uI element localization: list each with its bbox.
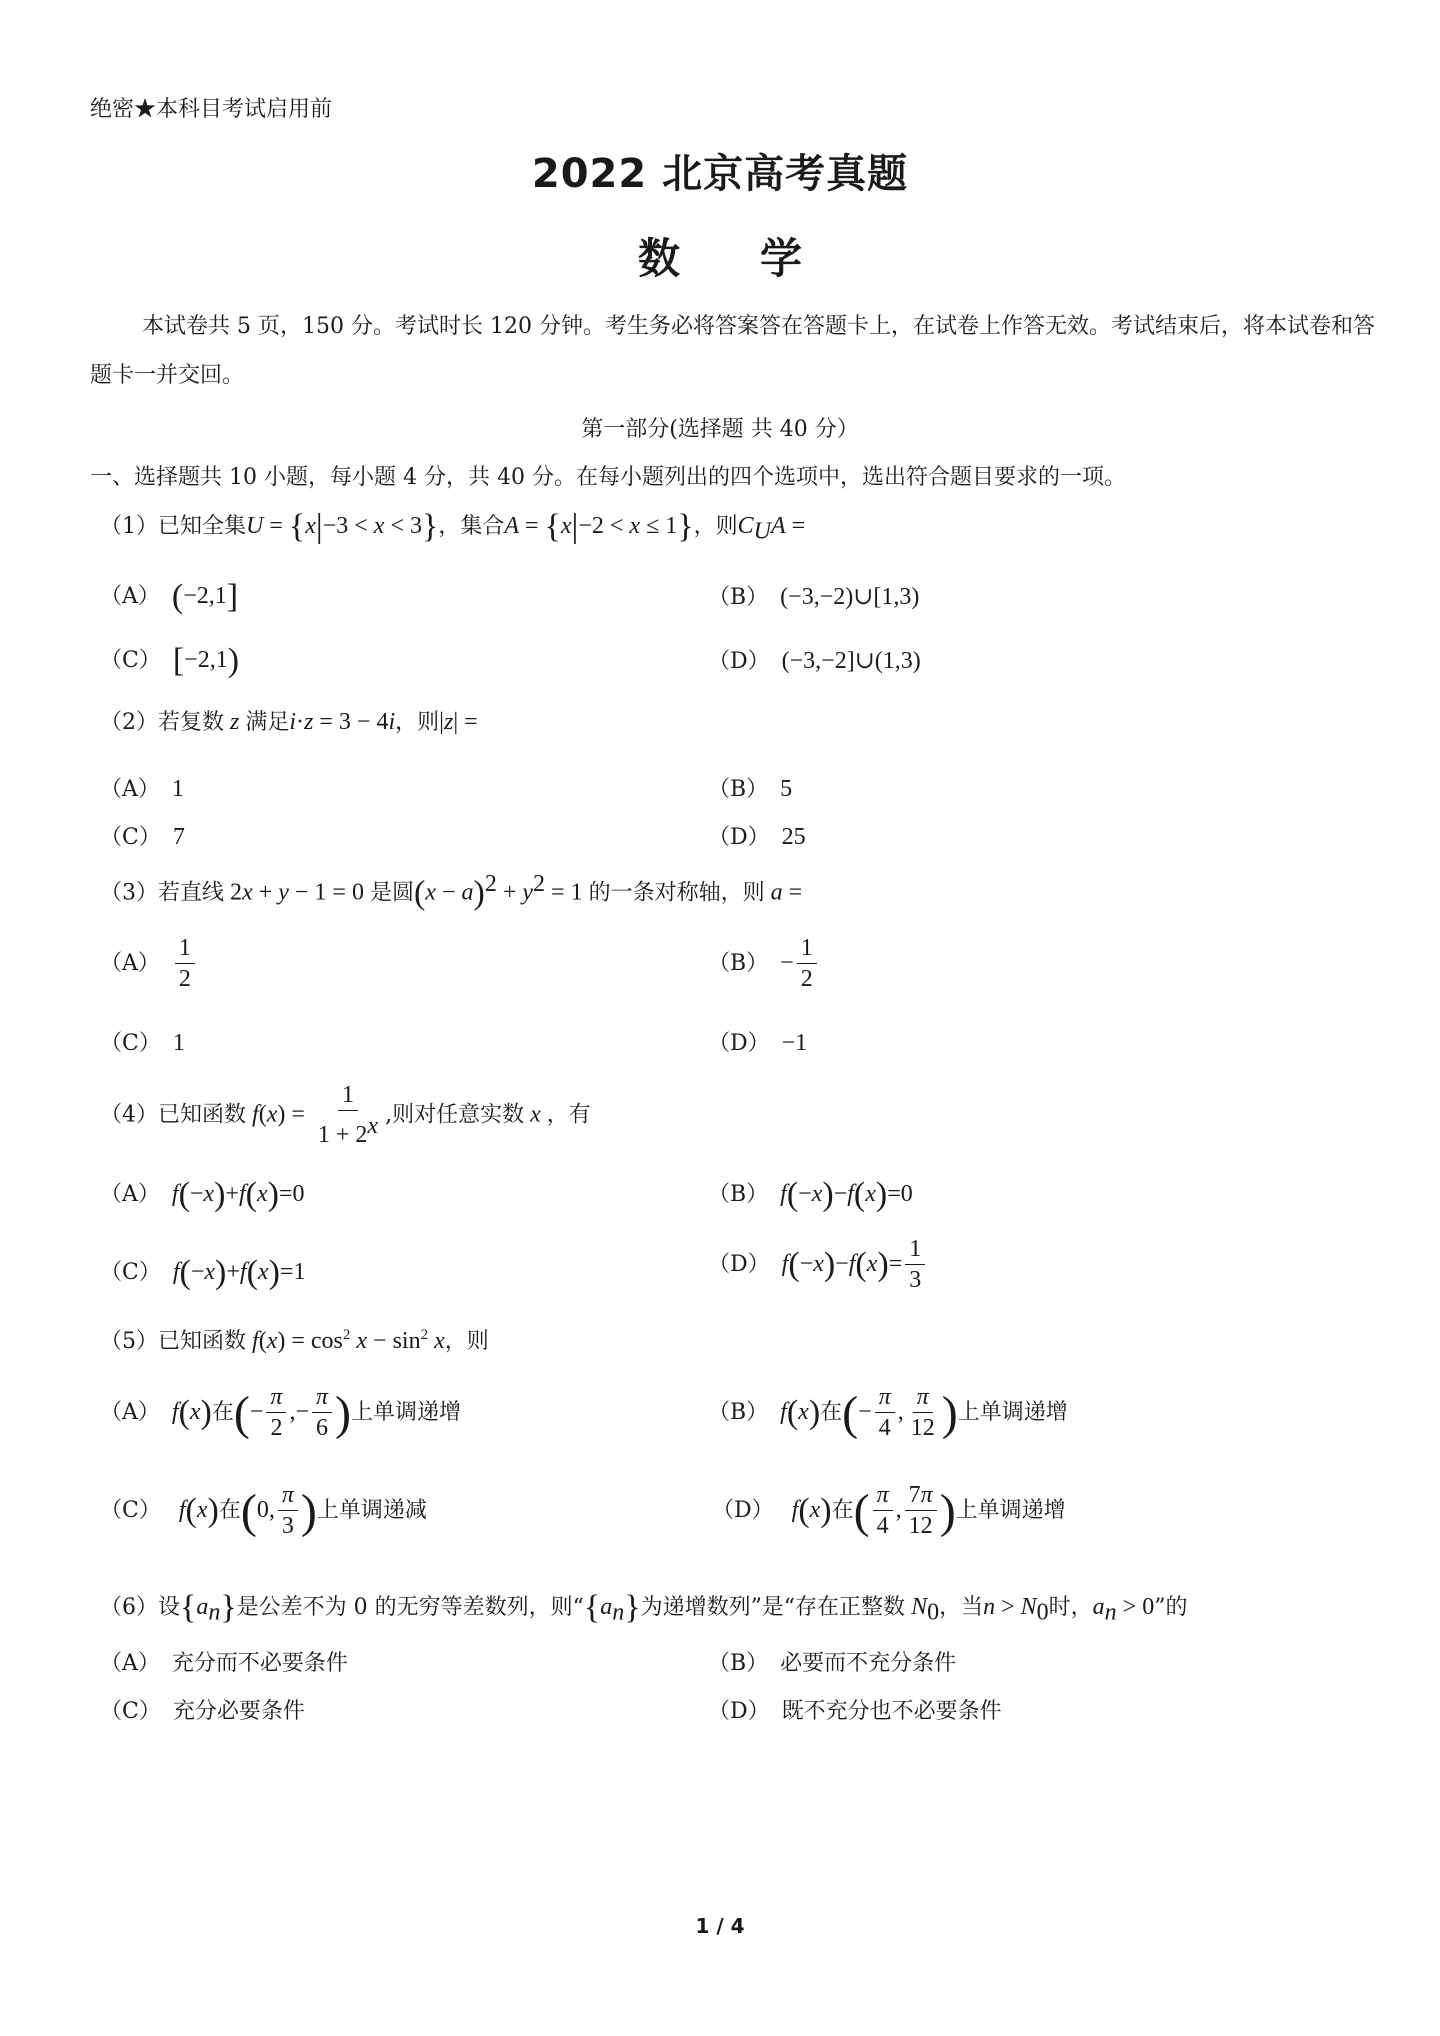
question-6-option-d[interactable] (708, 1694, 1002, 1725)
option-label: （B） (708, 1399, 769, 1425)
question-6-option-b[interactable] (708, 1646, 956, 1677)
stem-text: 已知函数 (158, 1329, 247, 1354)
option-label: （D） (708, 1031, 770, 1056)
question-number: （3） (100, 880, 158, 906)
option-text: 充分必要条件 (172, 1699, 305, 1724)
subject-char-2: 学 (760, 234, 803, 283)
option-label: （D） (708, 649, 770, 674)
option-label: （D） (708, 1251, 770, 1277)
question-4-option-b[interactable]: （B） f(−x)−f(x)=0 (708, 1176, 913, 1213)
exam-instructions: 本试卷共 5 页，150 分。考试时长 120 分钟。考生务必将答案答在答题卡上，在试卷上作答无效。考试结束后，将本试卷和答题卡一并交回。 (90, 314, 1375, 388)
option-label: （B） (708, 950, 769, 976)
stem-text: ，集合 (438, 514, 505, 539)
fraction: $\frac{1}{3}$ (905, 1236, 925, 1294)
option-label: （B） (708, 1182, 769, 1207)
stem-text: 的一条对称轴，则 (588, 880, 765, 906)
option-text: 5 (780, 776, 793, 802)
option-text: 充分而不必要条件 (171, 1651, 348, 1676)
question-6-option-a[interactable] (100, 1646, 348, 1677)
option-label: （A） (100, 950, 160, 976)
option-text: 25 (781, 824, 806, 850)
fraction: $\frac{\pi}{4}$ (875, 1384, 895, 1442)
option-text: (−3,−2)∪[1,3) (780, 584, 920, 610)
option-label: （B） (708, 1651, 769, 1676)
option-text: 必要而不充分条件 (780, 1651, 957, 1676)
fraction: $\frac{\pi}{6}$ (312, 1384, 332, 1442)
option-text: 在 (831, 1497, 854, 1523)
option-label: （A） (100, 1399, 160, 1425)
stem-text: ，则 (693, 514, 738, 539)
option-text: 在 (218, 1497, 241, 1523)
question-4-option-a[interactable]: （A） f(−x)+f(x)=0 (100, 1176, 305, 1213)
fraction: $\frac{1}{1 + 2^x}$ (317, 1082, 379, 1149)
fraction: $\frac{\pi}{3}$ (278, 1482, 298, 1540)
option-label: （B） (708, 777, 769, 802)
option-text: −1 (781, 1030, 808, 1056)
question-5-option-b[interactable]: （B） f(x)在(− $\frac{\pi}{4}$ , $\frac{\pi}{12}$ )上单调递增 (708, 1384, 1068, 1442)
question-2-option-b[interactable] (708, 772, 792, 803)
page-number: 1 / 4 (695, 1914, 745, 1938)
stem-text: 为递增数列”是“存在正整数 (640, 1595, 906, 1620)
stem-text: 若复数 (158, 710, 225, 735)
subject-char-1: 数 (637, 234, 680, 283)
subject-title (0, 226, 1440, 286)
question-2-option-c[interactable] (100, 820, 185, 851)
fraction: $\frac{\pi}{12}$ (910, 1384, 935, 1442)
option-text: 既不充分也不必要条件 (781, 1699, 1002, 1724)
question-5-option-a[interactable]: （A） f(x)在(− $\frac{\pi}{2}$ ,− $\frac{\pi}{6}$ )上单调递增 (100, 1384, 462, 1442)
question-1-option-a[interactable]: （A） (−2,1] (100, 578, 239, 615)
option-label: （C） (100, 1260, 161, 1285)
question-1-stem: （1）已知全集U = {x|−3 < x < 3}，集合A = {x|−2 < x ≤ 1}，则$C_UA$ = (100, 508, 806, 545)
option-label: （D） (708, 1699, 770, 1724)
option-label: （D） (708, 825, 770, 850)
question-5-option-c[interactable]: （C） f(x)在(0, $\frac{\pi}{3}$ )上单调递减 (100, 1482, 427, 1540)
question-number: （2） (100, 710, 158, 735)
fraction: $\frac{\pi}{2}$ (266, 1384, 286, 1442)
question-3-option-a[interactable] (100, 935, 198, 993)
option-label: （D） (712, 1497, 774, 1523)
option-label: （C） (100, 1031, 161, 1056)
question-1-option-b[interactable] (708, 580, 919, 611)
option-text: 1 (172, 1030, 185, 1056)
question-1-option-d[interactable] (708, 644, 921, 675)
fraction: $\frac{1}{2}$ (175, 935, 195, 993)
stem-text: 已知函数 (158, 1102, 247, 1128)
option-text: (−3,−2]∪(1,3) (781, 648, 921, 674)
stem-text: ，当 (939, 1595, 984, 1620)
stem-text: 已知全集 (158, 514, 247, 539)
option-label: （A） (100, 777, 160, 802)
question-number: （1） (100, 514, 158, 539)
question-6-stem: （6）设$\{a_n\}$是公差不为 0 的无穷等差数列，则“$\{a_n\}$为递增数列”是“存在正整数 $N_0$，当$n > N_0$时，$a_n > 0$”的 (100, 1589, 1188, 1626)
question-5-option-d[interactable]: （D） f(x)在( $\frac{\pi}{4}$ , $\frac{7\pi}{12}$ )上单调递增 (712, 1482, 1066, 1540)
part-title: 第一部分(选择题 共 40 分） (581, 417, 859, 442)
fraction: $\frac{1}{2}$ (797, 935, 817, 993)
option-label: （A） (100, 584, 160, 609)
stem-text: ，则 (444, 1329, 489, 1354)
question-5-stem: （5）已知函数 $f(x) = \cos^2 x - \sin^2 x$，则 (100, 1327, 489, 1354)
option-text: 在 (211, 1399, 234, 1425)
stem-text: 是圆 (369, 880, 414, 906)
stem-text: 若直线 (158, 880, 225, 906)
option-label: （B） (708, 585, 769, 610)
option-text: 上单调递减 (316, 1497, 427, 1523)
question-4-option-c[interactable]: （C） f(−x)+f(x)=1 (100, 1254, 306, 1291)
option-text: 7 (172, 824, 185, 850)
stem-text: 满足 (245, 710, 290, 735)
stem-text: 是公差不为 0 的无穷等差数列，则“ (236, 1595, 584, 1620)
option-label: （C） (100, 648, 161, 673)
question-3-option-b[interactable]: （B） − $\frac{1}{2}$ (708, 935, 820, 993)
question-3-stem: （3）若直线 2x + y − 1 = 0 是圆$(x - a)^2 + y^2 = 1$ 的一条对称轴，则 a = (100, 871, 803, 912)
question-3-option-d[interactable] (708, 1026, 807, 1057)
question-6-option-c[interactable] (100, 1694, 305, 1725)
option-text: 1 (171, 776, 184, 802)
exam-title: 2022 北京高考真题 (531, 151, 909, 197)
question-3-option-c[interactable] (100, 1026, 185, 1057)
question-1-option-c[interactable]: （C） [−2,1) (100, 642, 240, 679)
stem-text: 设 (158, 1595, 181, 1620)
question-2-option-a[interactable] (100, 772, 184, 803)
option-label: （C） (100, 825, 161, 850)
stem-text: ，则 (395, 710, 440, 735)
option-text: 上单调递增 (351, 1399, 462, 1425)
fraction: $\frac{7\pi}{12}$ (905, 1482, 937, 1540)
section-title: 一、选择题共 10 小题，每小题 4 分，共 40 分。在每小题列出的四个选项中，选出符合题目要求的一项。 (90, 465, 1126, 490)
option-text: 在 (820, 1399, 843, 1425)
option-label: （C） (100, 1497, 161, 1523)
fraction: $\frac{\pi}{4}$ (873, 1482, 893, 1540)
option-text: 上单调递增 (955, 1497, 1066, 1523)
question-number: （6） (100, 1595, 158, 1620)
question-number: （4） (100, 1102, 158, 1128)
option-label: （A） (100, 1182, 160, 1207)
stem-text: 时， (1048, 1595, 1093, 1620)
question-number: （5） (100, 1329, 158, 1354)
question-4-option-d[interactable]: （D） f(−x)−f(x)= $\frac{1}{3}$ (708, 1236, 928, 1294)
stem-text: ,则对任意实数 (385, 1102, 525, 1128)
question-2-stem: （2）若复数 z 满足i·z = 3 − 4i，则|z| = (100, 709, 478, 735)
option-label: （C） (100, 1699, 161, 1724)
question-4-stem: （4）已知函数 f(x) = $\frac{1}{1 + 2^x}$ ,则对任意实数 x ，有 (100, 1082, 591, 1149)
option-text: 上单调递增 (957, 1399, 1068, 1425)
question-2-option-d[interactable] (708, 820, 806, 851)
confidential-note: 绝密★本科目考试启用前 (90, 97, 333, 122)
stem-text: ”的 (1154, 1595, 1188, 1620)
stem-text: ，有 (546, 1102, 591, 1128)
option-label: （A） (100, 1651, 160, 1676)
